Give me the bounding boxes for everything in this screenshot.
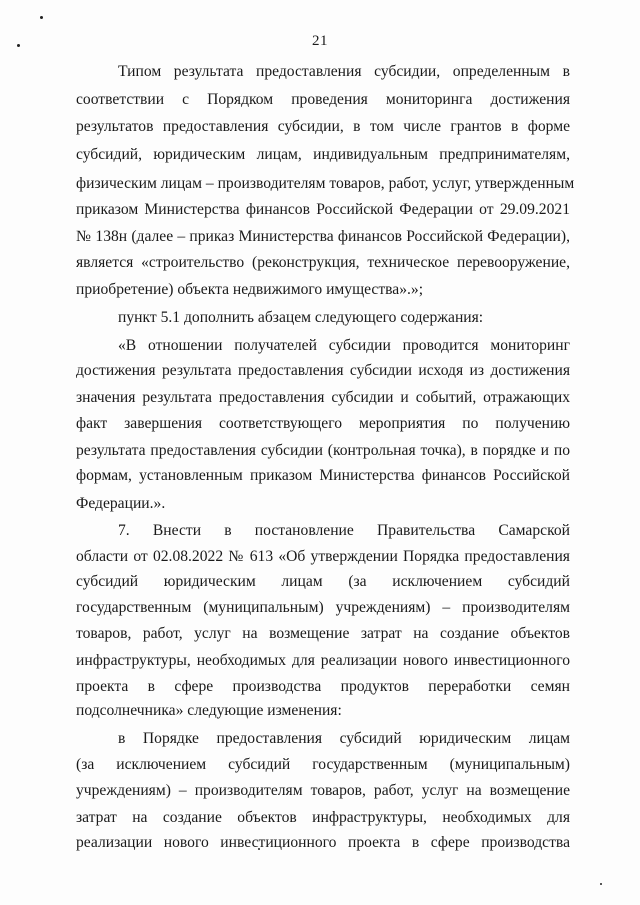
text-line: результатов предоставления субсидии, в том числе грантов в форме — [76, 118, 570, 135]
text-line: затрат на создание объектов инфраструктуры, необходимых для — [76, 809, 570, 826]
text-line: реализации нового инвестиционного проекта в сфере производства — [76, 834, 570, 851]
page-number: 21 — [312, 33, 328, 49]
text-line: Федерации.». — [76, 495, 166, 512]
text-line: приобретение) объекта недвижимого имущества».»; — [76, 281, 424, 298]
text-line: результата предоставления субсидии (контрольная точка), в порядке и по — [76, 442, 570, 459]
text-line: физическим лицам – производителям товаров, работ, услуг, утвержденным — [76, 175, 575, 192]
text-line: значения результата предоставления субсидии и событий, отражающих — [76, 389, 570, 406]
text-line: учреждениям) – производителям товаров, работ, услуг на возмещение — [76, 782, 570, 799]
scan-speck-right — [600, 883, 602, 885]
text-line: приказом Министерства финансов Российской Федерации от 29.09.2021 — [76, 201, 570, 218]
text-line: товаров, работ, услуг на возмещение затрат на создание объектов — [76, 625, 570, 642]
text-line: проекта в сфере производства продуктов переработки семян — [76, 678, 570, 695]
text-line: Типом результата предоставления субсидии, определенным в — [118, 63, 570, 80]
text-line: в Порядке предоставления субсидий юридическим лицам — [118, 730, 570, 747]
text-line: 7. Внести в постановление Правительства Самарской — [118, 522, 570, 539]
scan-speck-top — [40, 16, 43, 19]
text-line: пункт 5.1 дополнить абзацем следующего содержания: — [118, 309, 484, 326]
text-line: субсидий, юридическим лицам, индивидуальным предпринимателям, — [76, 146, 570, 163]
text-line: является «строительство (реконструкция, техническое перевооружение, — [76, 254, 570, 271]
text-line: достижения результата предоставления субсидии исходя из достижения — [76, 362, 570, 379]
text-line: области от 02.08.2022 № 613 «Об утверждении Порядка предоставления — [76, 548, 570, 565]
text-line: инфраструктуры, необходимых для реализации нового инвестиционного — [76, 652, 570, 669]
text-line: факт завершения соответствующего мероприятия по получению — [76, 415, 570, 432]
text-line: подсолнечника» следующие изменения: — [76, 702, 342, 719]
text-line: государственным (муниципальным) учреждениям) – производителям — [76, 599, 570, 616]
text-line: (за исключением субсидий государственным (муниципальным) — [76, 756, 570, 773]
text-line: соответствии с Порядком проведения мониторинга достижения — [76, 91, 570, 108]
text-line: «В отношении получателей субсидии проводится мониторинг — [118, 337, 570, 354]
text-line: формам, установленным приказом Министерства финансов Российской — [76, 467, 570, 484]
text-line: № 138н (далее – приказ Министерства финансов Российской Федерации), — [76, 228, 570, 245]
text-line: субсидий юридическим лицам (за исключением субсидий — [76, 573, 570, 590]
